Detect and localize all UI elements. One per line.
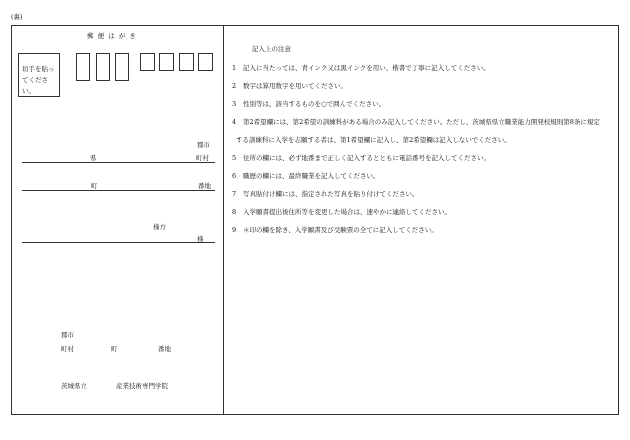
postcard-title: 郵 便 は が き bbox=[87, 32, 137, 40]
recipient-banchi: 番地 bbox=[158, 345, 171, 353]
recipient-institution-name: 産業技術専門学院 bbox=[116, 382, 168, 390]
note-item-2 bbox=[232, 81, 347, 90]
note-text: 記入に当たっては、青インク又は黒インクを用い、楷書で丁寧に記入してください。 bbox=[243, 64, 490, 72]
note-text: 住所の欄には、必ず地番まで正しく記入するとともに電話番号を記入してください。 bbox=[243, 154, 490, 162]
center-divider bbox=[223, 25, 224, 415]
note-text: 第2希望欄には、第2希望の訓練科がある場合のみ記入してください。ただし、茨城県県立職業能力開発校規則第8条に規定 bbox=[243, 118, 600, 126]
note-text: 数字は算用数字を用いてください。 bbox=[243, 82, 347, 90]
address-line-3 bbox=[22, 242, 215, 243]
note-number: 3 bbox=[232, 100, 237, 108]
note-item-9 bbox=[232, 225, 438, 234]
note-item-6 bbox=[232, 171, 380, 180]
note-number: 7 bbox=[232, 190, 237, 198]
pref-label: 県 bbox=[90, 154, 97, 162]
note-number: 8 bbox=[232, 208, 237, 216]
banchi-label: 番地 bbox=[198, 182, 211, 190]
note-item-5 bbox=[232, 153, 490, 162]
note-text: ＊印の欄を除き、入学願書及び受験票の全てに記入してください。 bbox=[243, 226, 438, 234]
note-number: 9 bbox=[232, 226, 237, 234]
stamp-box bbox=[18, 53, 60, 97]
note-item-8 bbox=[232, 207, 451, 216]
note-text: する訓練科に入学を志願する者は、第1希望欄に記入し、第2希望欄は記入しないでください。 bbox=[236, 136, 511, 144]
zip-box-7[interactable] bbox=[198, 53, 213, 71]
city-top-label: 郡市 bbox=[197, 141, 210, 149]
note-item-7 bbox=[232, 189, 419, 198]
recipient-cho-son: 町村 bbox=[61, 345, 74, 353]
zip-box-4[interactable] bbox=[140, 53, 155, 71]
note-item-1 bbox=[232, 63, 490, 72]
address-line-1 bbox=[22, 162, 215, 163]
note-number: 2 bbox=[232, 82, 237, 90]
city-bottom-label: 町村 bbox=[196, 154, 209, 162]
note-text: 入学願書提出後住所等を変更した場合は、速やかに連絡してください。 bbox=[243, 208, 451, 216]
address-line-2 bbox=[22, 190, 215, 191]
kata-label: 様方 bbox=[153, 223, 166, 231]
note-number: 4 bbox=[232, 118, 237, 126]
zip-box-1[interactable] bbox=[76, 53, 90, 81]
zip-box-2[interactable] bbox=[96, 53, 110, 81]
zip-box-3[interactable] bbox=[115, 53, 129, 81]
note-text: 性別等は、該当するものを○で囲んでください。 bbox=[243, 100, 386, 108]
notes-title: 記入上の注意 bbox=[252, 45, 291, 53]
note-item-4-cont bbox=[236, 135, 511, 144]
zip-box-5[interactable] bbox=[159, 53, 174, 71]
recipient-institution-prefix: 茨城県立 bbox=[61, 382, 87, 390]
note-item-4 bbox=[232, 117, 600, 126]
note-number: 6 bbox=[232, 172, 237, 180]
recipient-cho: 町 bbox=[111, 345, 118, 353]
town-label: 町 bbox=[91, 182, 98, 190]
note-number: 5 bbox=[232, 154, 237, 162]
note-text: 写真貼付け欄には、指定された写真を貼り付けてください。 bbox=[243, 190, 419, 198]
stamp-text: 切手を貼ってください。 bbox=[22, 65, 55, 95]
recipient-gun-shi: 郡市 bbox=[61, 331, 74, 339]
side-label: (裏) bbox=[11, 13, 23, 21]
zip-box-6[interactable] bbox=[179, 53, 194, 71]
note-item-3 bbox=[232, 99, 385, 108]
sama-label: 様 bbox=[197, 235, 204, 243]
note-number: 1 bbox=[232, 64, 237, 72]
note-text: 職歴の欄には、最終職業を記入してください。 bbox=[243, 172, 380, 180]
